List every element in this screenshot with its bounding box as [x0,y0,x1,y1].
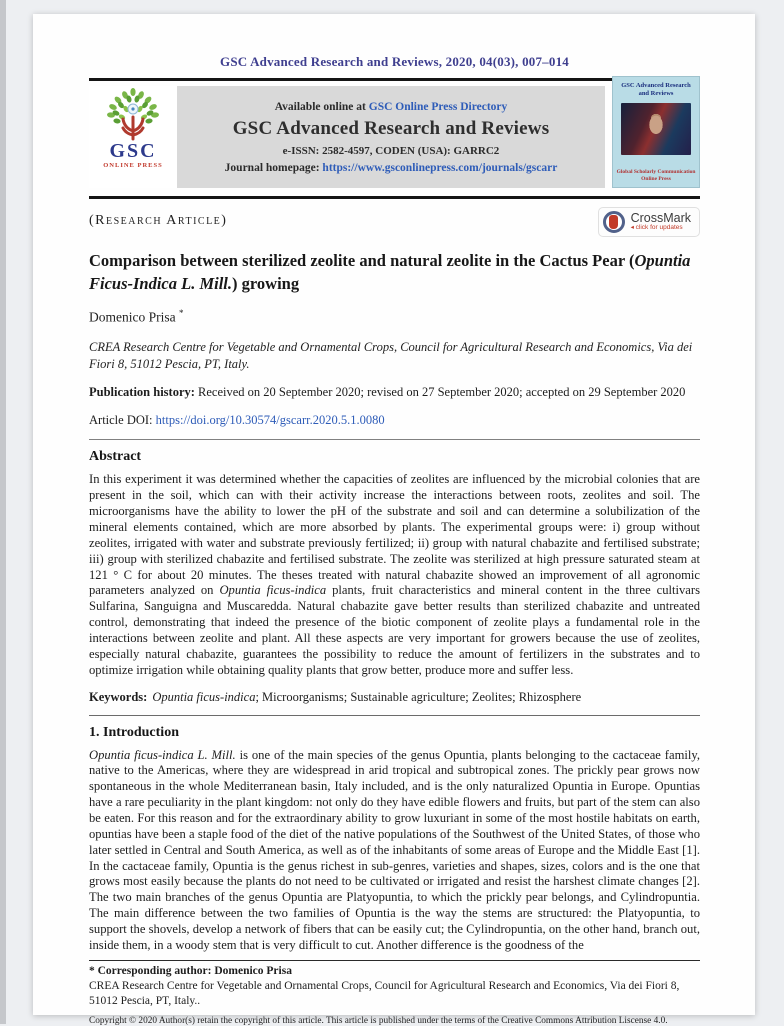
abstract-heading: Abstract [89,449,142,465]
doi-label: Article DOI: [89,413,156,428]
doi-line [89,413,700,428]
title-text: Comparison between sterilized zeolite and natural zeolite in the Cactus Pear ( [89,251,635,270]
cover-title: GSC Advanced Research and Reviews [621,82,691,98]
paper-page [33,14,755,1026]
issn-line: e-ISSN: 2582-4597, CODEN (USA): GARRC2 [282,144,500,157]
abstract-text-1: In this experiment it was determined whether the capacities of zeolites are influenced by the microbial colonies that are present in the soil, which can with their activity increase the interactions between roots, zeolites and soil. The microorganisms have the ability to lower the pH of the substrate and soil and can determine a solubilization of the mineral elements contained, which are more absorbed by plants. The experimental groups were: i) group without zeolites, irrigated with water and substrate previously fertilized; ii) group with natural chabazite and fertilised substrate; iii) group with sterilized chabazite and fertilised substrate. The zeolite was sterilized at high pressure saturated steam at 121 ° C for about 20 minutes. The theses treated with natural chabazite showed an improvement of all agronomic parameters analyzed on [89,472,700,598]
running-head-citation: GSC Advanced Research and Reviews, 2020, 04(03), 007–014 [220,54,569,69]
journal-title: GSC Advanced Research and Reviews [232,117,550,139]
introduction-divider [89,715,700,716]
gsc-press-logo [89,86,177,188]
title-end: ) growing [232,274,300,294]
header-rule-bottom [89,196,700,199]
keywords-label: Keywords: [89,689,148,704]
crossmark-tagline-text: click for updates [635,224,683,232]
homepage-line [225,162,558,174]
logo-acronym: GSC [109,140,157,162]
publication-history [89,385,700,400]
keywords-rest: ; Microorganisms; Sustainable agriculture; Zeolites; Rhizosphere [255,689,582,704]
homepage-link[interactable]: https://www.gsconlinepress.com/journals/gscarr [322,161,558,174]
crossmark-icon [603,211,625,233]
crossmark-tagline [631,225,691,232]
publication-history-label: Publication history: [89,385,195,400]
journal-header-banner [89,82,700,188]
cover-footer-text: Global Scholarly Communication Online Press [616,168,696,182]
journal-banner-box [177,86,605,188]
author-asterisk: * [179,308,184,319]
footnote-block [89,964,700,1009]
article-title [89,249,700,295]
introduction-heading: 1. Introduction [89,724,179,740]
homepage-prefix: Journal homepage: [224,161,323,174]
gsc-tree-icon [104,87,162,143]
doi-link[interactable]: https://doi.org/10.30574/gscarr.2020.5.1.0080 [155,413,385,428]
footnote-asterisk: * [89,964,95,977]
viewer-edge-strip [0,0,6,1024]
title-species-italic: Opuntia Ficus-Indica L. Mill. [89,251,691,294]
corresponding-author-address: CREA Research Centre for Vegetable and Ornamental Crops, Council for Agricultural Research and Economics, Via dei Fiori 8, 51012 Pescia, PT, Italy.. [89,979,680,1007]
journal-cover-thumbnail [612,76,700,188]
directory-link[interactable]: GSC Online Press Directory [368,100,508,113]
logo-subtitle: ONLINE PRESS [103,162,163,169]
corresponding-author-line [89,964,700,979]
available-prefix: Available online at [274,100,369,113]
header-rule-top [89,78,700,81]
abstract-species-italic: Opuntia ficus-indica [219,583,327,598]
cover-face-image [621,103,691,155]
abstract-divider [89,439,700,440]
corresponding-author-text: Corresponding author: Domenico Prisa [94,964,292,977]
keywords-line [89,690,700,705]
arrow-left-icon: ◂ [630,224,634,232]
author-line [89,308,700,326]
crossmark-badge[interactable] [598,207,700,237]
author-name: Domenico Prisa [89,309,176,325]
abstract-paragraph [89,472,700,678]
introduction-paragraph [89,748,700,954]
affiliation: CREA Research Centre for Vegetable and Ornamental Crops, Council for Agricultural Research and Economics, Via dei Fiori 8, 51012 Pescia, PT, Italy. [89,339,693,371]
abstract-text-2: plants, fruit characteristics and mineral content in the three cultivars Sulfarina, Sanguigna and Muscaredda. Natural chabazite gave better results than sterilized chabazite and untreated control, demonstrating that indeed the presence of the biotic component of zeolite plays a fundamental role in the interactions between zeolite and plant. All these aspects are very important for growers because the use of zeolites, especially natural chabazite, guarantees the possibility to reduce the amount of fertilizers in the substrates and to optimize irrigation while obtaining quality plants that grow better, produce more and suffer less. [89,583,700,677]
footnote-divider [89,960,700,961]
crossmark-name: CrossMark [630,211,691,226]
available-online-line [275,101,508,113]
publication-history-text: Received on 20 September 2020; revised on 27 September 2020; accepted on 29 September 2020 [194,385,686,400]
keywords-species-italic: Opuntia ficus-indica [152,689,256,704]
article-type-label: (Research Article) [89,213,228,228]
intro-species-italic: Opuntia ficus-indica L. Mill. [89,747,236,762]
intro-text: is one of the main species of the genus Opuntia, plants belonging to the cactaceae family, native to the Americas, where they are widespread in arid tropical and subtropical zones. The prickly pear grows now spontaneous in the whole Mediterranean basin, Italy included, and is the only naturalized Opuntia in Europe. Opuntias have a rare peculiarity in the plant kingdom: not only do they have edible flowers and fruits, but part of the stem can also be eaten. For this reason and for the extraordinary ability to grow luxuriant in some of the most hostile habitats on earth, opuntias have been a staple food of the diet of the native populations of the Southwest of the United States, of those who later settled in Central and South America, as well as of the inhabitants of some areas of Europe and the Middle East [1]. In the cactaceae family, Opuntia is the genus richest in sub-genres, varieties and shapes, sizes, colors and is the one that grows most easily because the plants do not need to be cultivated or irrigated and resist the harshest climate changes [2]. The two main branches of the genus Opuntia are Platyopuntia, to which the prickly pear belongs, and Cylindropuntia. The main difference between the two families of Opuntia is the way the stems are structured: the Platyopuntia, to support the shovels, develop a network of fibers that can be easily cut; the Cylindropuntia, on the other hand, branch out, inside them, in a woody stem that is very difficult to cut. Another difference is the goodness of the [89,747,700,952]
copyright-line: Copyright © 2020 Author(s) retain the copyright of this article. This article is published under the terms of the Creative Commons Attribution Liscense 4.0. [89,1015,668,1026]
